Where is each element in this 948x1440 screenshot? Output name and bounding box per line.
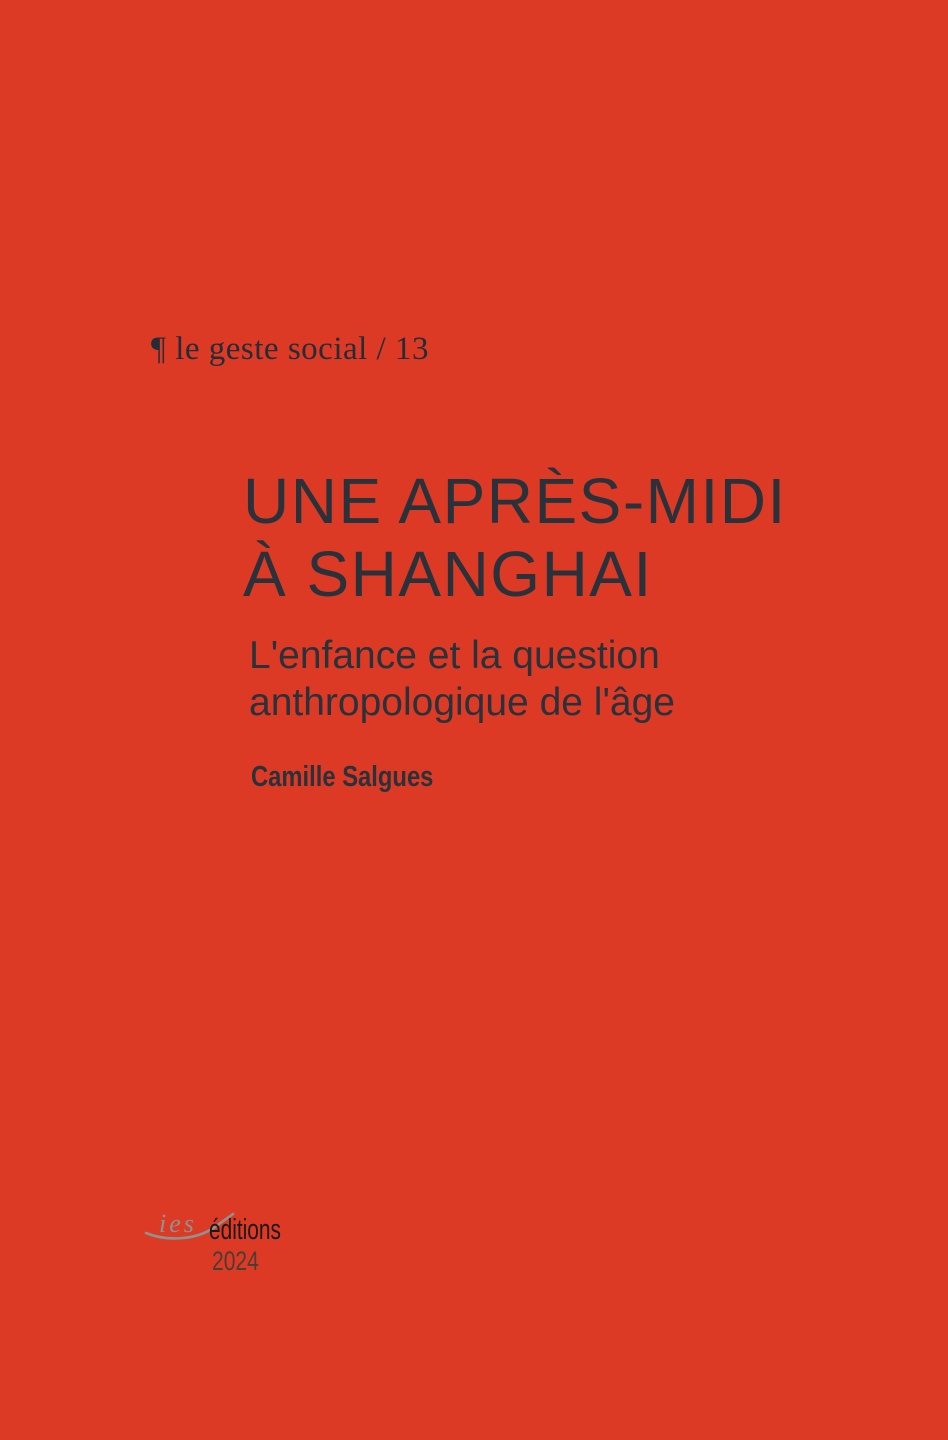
publisher-name: éditions (209, 1214, 281, 1246)
book-title (243, 465, 787, 611)
book-subtitle-line2: anthropologique de l'âge (249, 681, 675, 724)
book-title-line1: UNE APRÈS-MIDI (243, 465, 787, 537)
book-title-line2: À SHANGHAI (243, 538, 653, 610)
author-name: Camille Salgues (251, 761, 434, 793)
publication-year: 2024 (212, 1246, 259, 1276)
book-subtitle (249, 632, 675, 726)
book-subtitle-line1: L'enfance et la question (249, 634, 660, 677)
collection-series-label: ¶ le geste social / 13 (151, 331, 429, 367)
publisher-logo-ies: ies (159, 1209, 197, 1238)
